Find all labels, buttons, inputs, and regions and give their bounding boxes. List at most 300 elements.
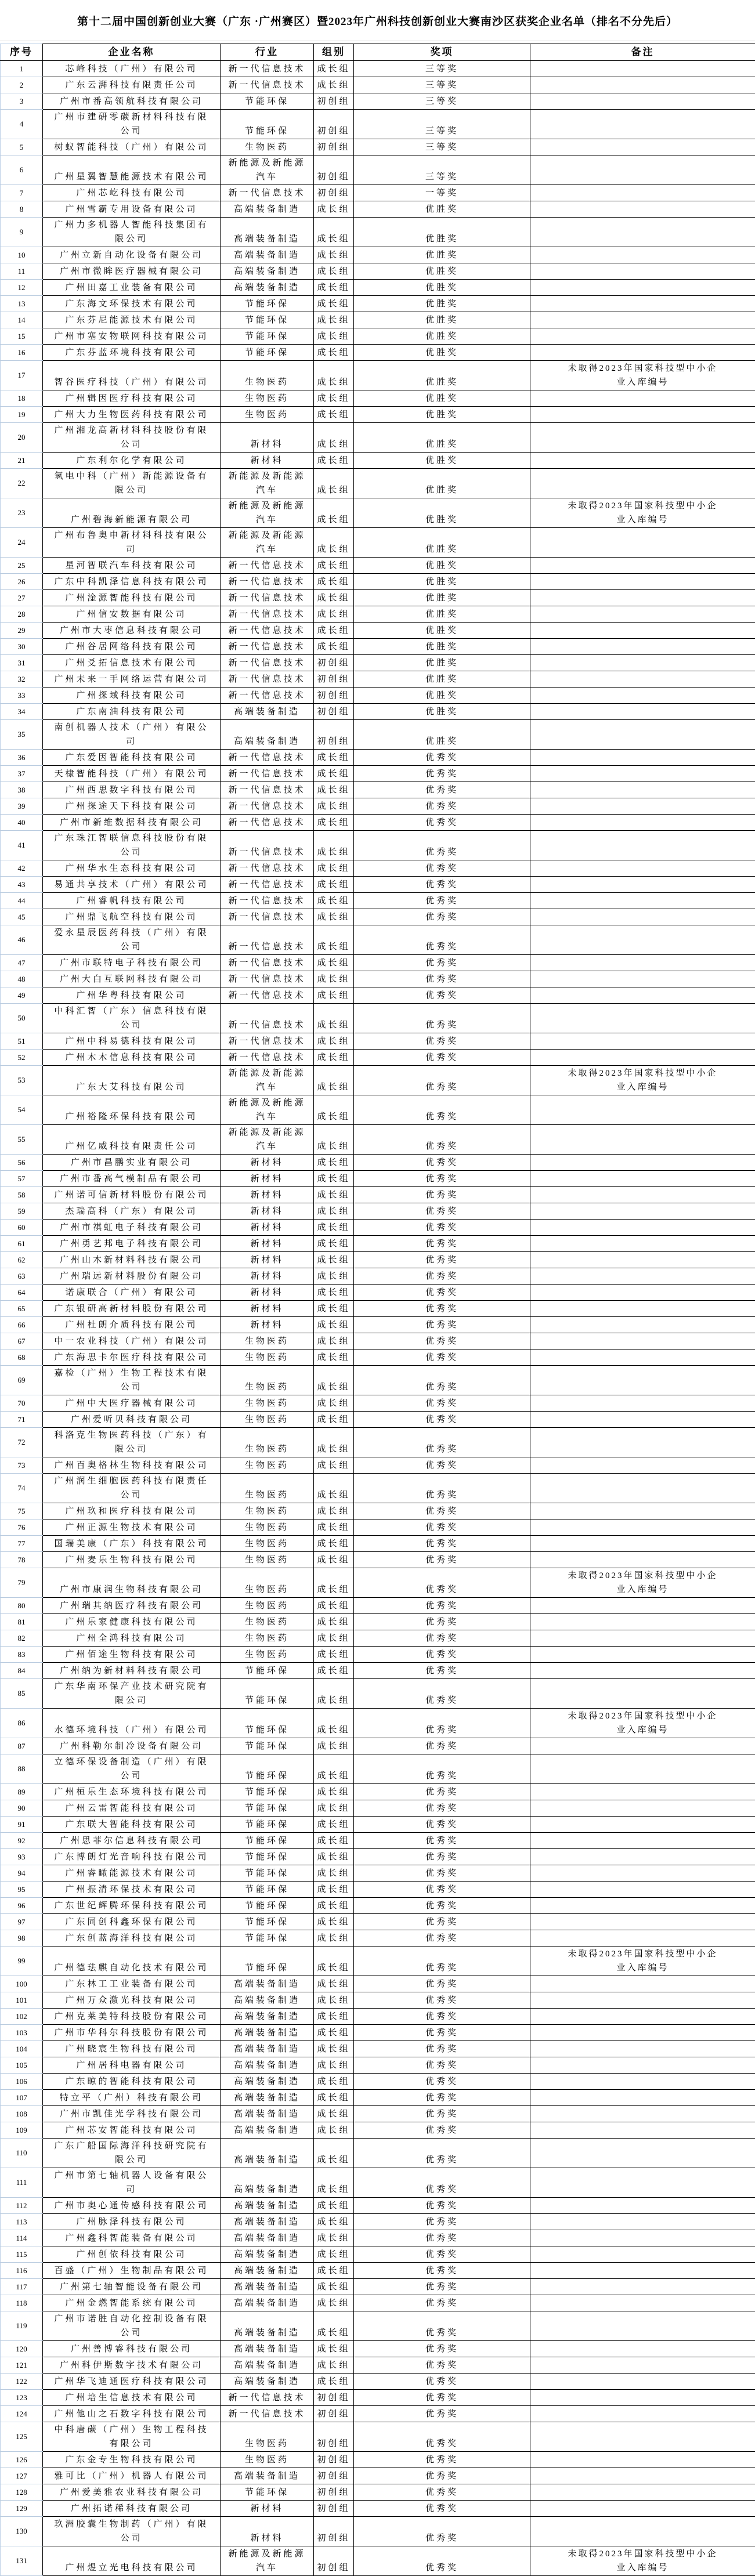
industry-cell: 新一代信息技术 [221, 2390, 314, 2406]
industry-cell: 新材料 [221, 423, 314, 453]
company-cell: 广州鼎飞航空科技有限公司 [43, 909, 221, 925]
table-row [1, 815, 755, 831]
note-cell [530, 61, 755, 77]
table-row [1, 1333, 755, 1349]
note-cell [530, 1349, 755, 1366]
industry-cell: 生物医药 [221, 2422, 314, 2452]
seq-cell: 55 [1, 1125, 43, 1155]
award-cell: 优胜奖 [354, 655, 530, 671]
table-row [1, 1457, 755, 1474]
industry-cell: 生物医药 [221, 1552, 314, 1568]
table-row [1, 606, 755, 623]
note-cell [530, 1412, 755, 1428]
group-cell: 初创组 [314, 655, 354, 671]
group-cell: 成长组 [314, 528, 354, 558]
table-row [1, 2484, 755, 2501]
note-cell [530, 469, 755, 498]
table-row [1, 218, 755, 247]
company-cell: 广州芯屹科技有限公司 [43, 185, 221, 201]
industry-cell: 高端装备制造 [221, 2214, 314, 2230]
group-cell: 成长组 [314, 1647, 354, 1663]
company-cell: 广州芯安智能科技有限公司 [43, 2122, 221, 2139]
table-row [1, 1992, 755, 2009]
group-cell: 成长组 [314, 1679, 354, 1709]
seq-cell: 1 [1, 61, 43, 77]
seq-cell: 65 [1, 1301, 43, 1317]
seq-cell: 90 [1, 1800, 43, 1817]
award-cell: 优秀奖 [354, 1317, 530, 1333]
company-cell: 广东利尔化学有限公司 [43, 453, 221, 469]
industry-cell: 节能环保 [221, 328, 314, 345]
seq-cell: 120 [1, 2341, 43, 2357]
table-row [1, 423, 755, 453]
table-row [1, 2452, 755, 2468]
note-text: 未取得2023年国家科技型中小企业入库编号 [564, 499, 722, 527]
industry-cell: 生物医药 [221, 1457, 314, 1474]
group-cell: 成长组 [314, 361, 354, 390]
table-row [1, 2025, 755, 2041]
table-row [1, 1630, 755, 1647]
group-cell: 成长组 [314, 1663, 354, 1679]
seq-cell: 63 [1, 1268, 43, 1285]
group-cell: 成长组 [314, 1568, 354, 1598]
award-cell: 优秀奖 [354, 860, 530, 877]
group-cell: 初创组 [314, 93, 354, 110]
note-cell [530, 390, 755, 407]
group-cell: 成长组 [314, 815, 354, 831]
award-table [0, 44, 755, 2576]
award-cell: 优秀奖 [354, 1220, 530, 1236]
group-cell: 成长组 [314, 296, 354, 312]
seq-cell: 44 [1, 893, 43, 909]
industry-cell: 节能环保 [221, 1865, 314, 1882]
company-cell: 广州市奥心通传感科技有限公司 [43, 2198, 221, 2214]
seq-cell: 83 [1, 1647, 43, 1663]
seq-cell: 60 [1, 1220, 43, 1236]
industry-cell: 新一代信息技术 [221, 925, 314, 955]
group-cell: 成长组 [314, 1236, 354, 1252]
company-cell: 广州市大枣信息科技有限公司 [43, 623, 221, 639]
group-cell: 成长组 [314, 263, 354, 280]
company-cell: 广州市新维数据科技有限公司 [43, 815, 221, 831]
seq-cell: 12 [1, 280, 43, 296]
group-cell: 成长组 [314, 1947, 354, 1976]
award-cell: 优秀奖 [354, 2025, 530, 2041]
award-cell: 优胜奖 [354, 247, 530, 263]
company-cell: 广东广船国际海洋科技研究院有限公司 [43, 2139, 221, 2168]
group-cell: 成长组 [314, 1754, 354, 1784]
note-cell [530, 1598, 755, 1614]
table-row [1, 263, 755, 280]
note-cell [530, 218, 755, 247]
award-cell: 优秀奖 [354, 971, 530, 987]
company-cell: 玖洲胶囊生物制药（广州）有限公司 [43, 2517, 221, 2546]
note-cell [530, 766, 755, 782]
note-cell [530, 1503, 755, 1519]
company-cell: 广州未来一手网络运营有限公司 [43, 671, 221, 688]
award-cell: 优胜奖 [354, 704, 530, 720]
group-cell: 成长组 [314, 1033, 354, 1050]
industry-cell: 新材料 [221, 1317, 314, 1333]
industry-cell: 新一代信息技术 [221, 590, 314, 606]
company-cell: 广州云雷智能科技有限公司 [43, 1800, 221, 1817]
col-header-seq: 序号 [1, 44, 43, 61]
table-row [1, 1220, 755, 1236]
table-row [1, 1536, 755, 1552]
industry-cell: 新材料 [221, 453, 314, 469]
seq-cell: 101 [1, 1992, 43, 2009]
note-cell [530, 1301, 755, 1317]
note-cell [530, 2517, 755, 2546]
seq-cell: 8 [1, 201, 43, 218]
table-row [1, 1930, 755, 1947]
note-cell [530, 1947, 755, 1976]
group-cell: 成长组 [314, 2041, 354, 2057]
note-cell [530, 1220, 755, 1236]
company-cell: 广州谷居网络科技有限公司 [43, 639, 221, 655]
group-cell: 成长组 [314, 2357, 354, 2374]
seq-cell: 125 [1, 2422, 43, 2452]
company-cell: 广东海思卡尔医疗科技有限公司 [43, 1349, 221, 1366]
seq-cell: 88 [1, 1754, 43, 1784]
table-row [1, 877, 755, 893]
header-row [1, 44, 755, 61]
seq-cell: 59 [1, 1203, 43, 1220]
industry-cell: 新一代信息技术 [221, 655, 314, 671]
industry-cell: 高端装备制造 [221, 263, 314, 280]
award-cell: 优秀奖 [354, 987, 530, 1004]
award-cell: 优秀奖 [354, 2230, 530, 2246]
award-cell: 优秀奖 [354, 2090, 530, 2106]
table-row [1, 750, 755, 766]
industry-cell: 节能环保 [221, 1800, 314, 1817]
table-row [1, 2041, 755, 2057]
award-cell: 优秀奖 [354, 1679, 530, 1709]
note-cell [530, 909, 755, 925]
table-row [1, 1976, 755, 1992]
award-cell: 优秀奖 [354, 1236, 530, 1252]
page-title: 第十二届中国创新创业大赛（广东 ·广州赛区）暨2023年广州科技创新创业大赛南沙区获奖企业名单（排名不分先后） [0, 0, 755, 41]
industry-cell: 生物医药 [221, 1630, 314, 1647]
note-cell [530, 2406, 755, 2422]
group-cell: 初创组 [314, 2468, 354, 2484]
note-cell [530, 1004, 755, 1033]
seq-cell: 39 [1, 798, 43, 815]
seq-cell: 9 [1, 218, 43, 247]
industry-cell: 高端装备制造 [221, 2341, 314, 2357]
col-header-group: 组别 [314, 44, 354, 61]
table-row [1, 955, 755, 971]
award-cell: 优秀奖 [354, 2279, 530, 2295]
industry-cell: 新材料 [221, 1252, 314, 1268]
note-cell [530, 1095, 755, 1125]
note-cell [530, 2341, 755, 2357]
table-row [1, 185, 755, 201]
award-cell: 优胜奖 [354, 390, 530, 407]
table-row [1, 2546, 755, 2576]
seq-cell: 46 [1, 925, 43, 955]
seq-cell: 98 [1, 1930, 43, 1947]
group-cell: 成长组 [314, 1066, 354, 1095]
award-cell: 优秀奖 [354, 1800, 530, 1817]
company-cell: 中科唐碳（广州）生物工程科技有限公司 [43, 2422, 221, 2452]
award-cell: 三等奖 [354, 110, 530, 139]
group-cell: 成长组 [314, 831, 354, 860]
company-cell: 广州大白互联网科技有限公司 [43, 971, 221, 987]
seq-cell: 22 [1, 469, 43, 498]
company-cell: 广州田嘉工业装备有限公司 [43, 280, 221, 296]
industry-cell: 新一代信息技术 [221, 77, 314, 93]
seq-cell: 40 [1, 815, 43, 831]
industry-cell: 新一代信息技术 [221, 815, 314, 831]
award-cell: 优胜奖 [354, 606, 530, 623]
note-cell [530, 2501, 755, 2517]
seq-cell: 24 [1, 528, 43, 558]
note-text: 未取得2023年国家科技型中小企业入库编号 [564, 2547, 722, 2575]
seq-cell: 14 [1, 312, 43, 328]
company-cell: 广州市祺虹电子科技有限公司 [43, 1220, 221, 1236]
note-cell [530, 1679, 755, 1709]
note-cell [530, 590, 755, 606]
industry-cell: 高端装备制造 [221, 2357, 314, 2374]
award-cell: 优秀奖 [354, 831, 530, 860]
award-cell: 优秀奖 [354, 1976, 530, 1992]
award-cell: 优秀奖 [354, 1125, 530, 1155]
company-cell: 广东芬尼能源技术有限公司 [43, 312, 221, 328]
award-cell: 优秀奖 [354, 2341, 530, 2357]
note-cell [530, 2295, 755, 2311]
company-cell: 广州瑞其纳医疗科技有限公司 [43, 1598, 221, 1614]
note-cell [530, 2009, 755, 2025]
industry-cell: 高端装备制造 [221, 2246, 314, 2263]
note-cell [530, 2374, 755, 2390]
group-cell: 成长组 [314, 971, 354, 987]
seq-cell: 72 [1, 1428, 43, 1457]
note-cell [530, 2390, 755, 2406]
group-cell: 初创组 [314, 155, 354, 185]
seq-cell: 57 [1, 1171, 43, 1187]
group-cell: 初创组 [314, 110, 354, 139]
note-cell [530, 1738, 755, 1754]
note-cell [530, 1252, 755, 1268]
table-row [1, 1095, 755, 1125]
table-row [1, 655, 755, 671]
industry-cell: 新能源及新能源汽车 [221, 155, 314, 185]
award-cell: 优秀奖 [354, 1428, 530, 1457]
table-row [1, 1395, 755, 1412]
table-row [1, 390, 755, 407]
note-cell [530, 1317, 755, 1333]
award-cell: 优胜奖 [354, 218, 530, 247]
award-cell: 优胜奖 [354, 263, 530, 280]
note-cell [530, 1050, 755, 1066]
industry-cell: 高端装备制造 [221, 247, 314, 263]
group-cell: 成长组 [314, 2057, 354, 2074]
award-cell: 优秀奖 [354, 955, 530, 971]
award-cell: 优胜奖 [354, 720, 530, 750]
company-cell: 广州市昌鹏实业有限公司 [43, 1155, 221, 1171]
seq-cell: 11 [1, 263, 43, 280]
seq-cell: 96 [1, 1898, 43, 1914]
group-cell: 成长组 [314, 1004, 354, 1033]
group-cell: 成长组 [314, 987, 354, 1004]
seq-cell: 110 [1, 2139, 43, 2168]
note-cell [530, 1976, 755, 1992]
note-cell [530, 1898, 755, 1914]
note-cell [530, 815, 755, 831]
table-row [1, 1865, 755, 1882]
group-cell: 成长组 [314, 1614, 354, 1630]
table-row [1, 247, 755, 263]
company-cell: 广州市微眸医疗器械有限公司 [43, 263, 221, 280]
industry-cell: 新材料 [221, 1301, 314, 1317]
table-row [1, 2246, 755, 2263]
group-cell: 成长组 [314, 558, 354, 574]
note-cell [530, 2484, 755, 2501]
seq-cell: 119 [1, 2311, 43, 2341]
seq-cell: 99 [1, 1947, 43, 1976]
award-cell: 优胜奖 [354, 558, 530, 574]
group-cell: 成长组 [314, 390, 354, 407]
note-cell [530, 1395, 755, 1412]
industry-cell: 节能环保 [221, 93, 314, 110]
group-cell: 成长组 [314, 2090, 354, 2106]
company-cell: 广州德珐麒自动化技术有限公司 [43, 1947, 221, 1976]
industry-cell: 节能环保 [221, 1754, 314, 1784]
note-cell [530, 1930, 755, 1947]
company-cell: 广东珠江智联信息科技股份有限公司 [43, 831, 221, 860]
note-text: 未取得2023年国家科技型中小企业入库编号 [564, 361, 722, 389]
award-cell: 优胜奖 [354, 345, 530, 361]
award-cell: 三等奖 [354, 77, 530, 93]
group-cell: 成长组 [314, 1317, 354, 1333]
company-cell: 广州木木信息科技有限公司 [43, 1050, 221, 1066]
company-cell: 广州力多机器人智能科技集团有限公司 [43, 218, 221, 247]
company-cell: 广州山木新材料科技有限公司 [43, 1252, 221, 1268]
industry-cell: 新一代信息技术 [221, 1033, 314, 1050]
note-cell [530, 1268, 755, 1285]
company-cell: 广州勇艺邦电子科技有限公司 [43, 1236, 221, 1252]
industry-cell: 节能环保 [221, 1679, 314, 1709]
company-cell: 广州万众激光科技有限公司 [43, 1992, 221, 2009]
note-cell [530, 407, 755, 423]
award-cell: 优秀奖 [354, 2452, 530, 2468]
table-row [1, 2263, 755, 2279]
table-row [1, 2198, 755, 2214]
company-cell: 中科汇智（广东）信息科技有限公司 [43, 1004, 221, 1033]
industry-cell: 新一代信息技术 [221, 1050, 314, 1066]
note-cell [530, 110, 755, 139]
award-cell: 优秀奖 [354, 2295, 530, 2311]
seq-cell: 56 [1, 1155, 43, 1171]
industry-cell: 生物医药 [221, 1333, 314, 1349]
note-cell [530, 361, 755, 390]
note-cell [530, 1882, 755, 1898]
table-row [1, 688, 755, 704]
group-cell: 成长组 [314, 955, 354, 971]
table-row [1, 1252, 755, 1268]
industry-cell: 节能环保 [221, 345, 314, 361]
company-cell: 广州玖和医疗科技有限公司 [43, 1503, 221, 1519]
group-cell: 成长组 [314, 1268, 354, 1285]
company-cell: 广东同创科鑫环保有限公司 [43, 1914, 221, 1930]
seq-cell: 121 [1, 2357, 43, 2374]
note-cell [530, 2214, 755, 2230]
note-cell [530, 2357, 755, 2374]
award-cell: 优秀奖 [354, 1050, 530, 1066]
note-cell [530, 1865, 755, 1882]
group-cell: 成长组 [314, 247, 354, 263]
seq-cell: 35 [1, 720, 43, 750]
col-header-industry: 行业 [221, 44, 314, 61]
industry-cell: 新材料 [221, 1203, 314, 1220]
note-cell [530, 1552, 755, 1568]
industry-cell: 生物医药 [221, 361, 314, 390]
seq-cell: 130 [1, 2517, 43, 2546]
table-row [1, 61, 755, 77]
award-cell: 一等奖 [354, 185, 530, 201]
industry-cell: 生物医药 [221, 2452, 314, 2468]
industry-cell: 新能源及新能源汽车 [221, 498, 314, 528]
company-cell: 广州探域科技有限公司 [43, 688, 221, 704]
table-row [1, 1568, 755, 1598]
award-cell: 优秀奖 [354, 815, 530, 831]
note-cell [530, 1754, 755, 1784]
award-cell: 优胜奖 [354, 328, 530, 345]
company-cell: 广州布鲁奥申新材料科技有限公司 [43, 528, 221, 558]
table-row [1, 782, 755, 798]
seq-cell: 5 [1, 139, 43, 155]
seq-cell: 93 [1, 1849, 43, 1865]
note-cell [530, 247, 755, 263]
award-cell: 优秀奖 [354, 1366, 530, 1395]
group-cell: 成长组 [314, 2374, 354, 2390]
company-cell: 科洛克生物医药科技（广东）有限公司 [43, 1428, 221, 1457]
award-cell: 优秀奖 [354, 1849, 530, 1865]
award-cell: 优秀奖 [354, 2122, 530, 2139]
industry-cell: 高端装备制造 [221, 1992, 314, 2009]
seq-cell: 45 [1, 909, 43, 925]
note-cell [530, 1187, 755, 1203]
award-cell: 优秀奖 [354, 1457, 530, 1474]
award-cell: 优秀奖 [354, 1536, 530, 1552]
industry-cell: 新一代信息技术 [221, 971, 314, 987]
table-row [1, 671, 755, 688]
seq-cell: 38 [1, 782, 43, 798]
company-cell: 广州瑞远新材料股份有限公司 [43, 1268, 221, 1285]
note-cell [530, 750, 755, 766]
company-cell: 智谷医疗科技（广州）有限公司 [43, 361, 221, 390]
seq-cell: 100 [1, 1976, 43, 1992]
seq-cell: 10 [1, 247, 43, 263]
award-cell: 优秀奖 [354, 1412, 530, 1428]
company-cell: 特立平（广州）科技有限公司 [43, 2090, 221, 2106]
award-cell: 三等奖 [354, 155, 530, 185]
industry-cell: 节能环保 [221, 1914, 314, 1930]
table-row [1, 1898, 755, 1914]
table-row [1, 1614, 755, 1630]
group-cell: 成长组 [314, 1992, 354, 2009]
seq-cell: 31 [1, 655, 43, 671]
award-cell: 优秀奖 [354, 2214, 530, 2230]
table-row [1, 453, 755, 469]
award-cell: 优秀奖 [354, 798, 530, 815]
industry-cell: 生物医药 [221, 1412, 314, 1428]
company-cell: 广州立新自动化设备有限公司 [43, 247, 221, 263]
seq-cell: 124 [1, 2406, 43, 2422]
company-cell: 广州克莱美特科技股份有限公司 [43, 2009, 221, 2025]
company-cell: 广东金专生物科技有限公司 [43, 2452, 221, 2468]
